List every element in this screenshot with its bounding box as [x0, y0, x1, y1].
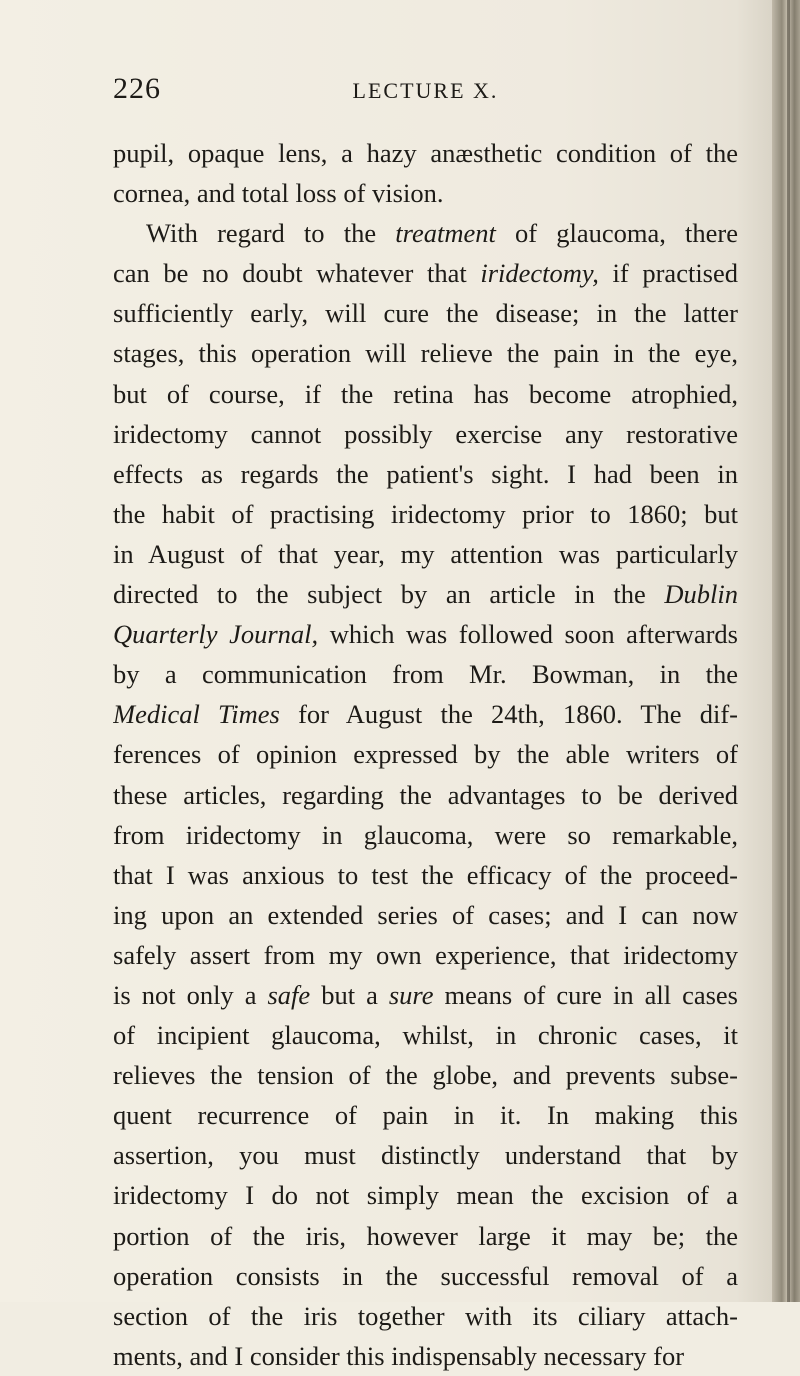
text-segment: iridectomy cannot possibly exercise any restorative	[113, 418, 738, 449]
text-segment: for August the 24th, 1860. The dif-	[279, 699, 738, 730]
text-segment: stages, this operation will relieve the pain in the eye,	[113, 338, 738, 369]
italic-text: sure	[388, 979, 434, 1010]
text-segment: from iridectomy in glaucoma, were so remarkable,	[113, 819, 738, 850]
text-segment: can be no doubt whatever that	[113, 258, 481, 289]
text-line	[113, 173, 738, 213]
text-line	[113, 1336, 738, 1376]
running-head: LECTURE X.	[352, 78, 499, 103]
italic-text: safe	[267, 979, 311, 1010]
text-line	[113, 253, 738, 293]
text-line	[113, 414, 738, 454]
text-line	[113, 654, 738, 694]
text-line	[113, 975, 738, 1015]
text-line	[113, 1015, 738, 1055]
text-line	[113, 1256, 738, 1296]
text-line	[113, 734, 738, 774]
text-segment: ments, and I consider this indispensably necessary for	[113, 1340, 685, 1371]
page-header	[113, 72, 738, 108]
text-line	[113, 775, 738, 815]
text-segment: ing upon an extended series of cases; and I can now	[113, 899, 738, 930]
text-segment: relieves the tension of the globe, and prevents subse-	[113, 1060, 738, 1091]
text-line	[113, 534, 738, 574]
text-segment: safely assert from my own experience, that iridectomy	[113, 939, 738, 970]
text-segment: means of cure in all cases	[433, 979, 738, 1010]
page-edge-shadow	[772, 0, 800, 1302]
text-segment: of glaucoma, there	[495, 218, 738, 249]
text-segment: is not only a	[113, 979, 268, 1010]
text-segment: that I was anxious to test the efficacy of the proceed-	[113, 859, 738, 890]
italic-text: treatment	[395, 218, 496, 249]
text-line	[113, 1175, 738, 1215]
text-segment: ferences of opinion expressed by the able writers of	[113, 739, 738, 770]
italic-text: Medical Times	[113, 699, 280, 730]
text-segment: With regard to the	[146, 218, 396, 249]
italic-text: iridectomy,	[480, 258, 599, 289]
text-segment: but of course, if the retina has become atrophied,	[113, 378, 738, 409]
text-line	[113, 293, 738, 333]
text-line	[113, 213, 738, 253]
page-edge-line	[787, 0, 790, 1302]
text-segment: directed to the subject by an article in the	[113, 579, 665, 610]
text-line	[113, 374, 738, 414]
text-segment: but a	[310, 979, 389, 1010]
text-segment: sufficiently early, will cure the disease; in the latter	[113, 298, 738, 329]
text-line	[113, 454, 738, 494]
text-segment: assertion, you must distinctly understand that by	[113, 1140, 738, 1171]
text-line	[113, 1095, 738, 1135]
text-line	[113, 694, 738, 734]
italic-text: Quarterly Journal,	[113, 619, 319, 650]
text-line	[113, 614, 738, 654]
text-segment: iridectomy I do not simply mean the excision of a	[113, 1180, 738, 1211]
text-line	[113, 333, 738, 373]
text-segment: which was followed soon afterwards	[318, 619, 738, 650]
text-line	[113, 574, 738, 614]
page-number: 226	[113, 72, 161, 105]
text-segment: operation consists in the successful removal of a	[113, 1260, 738, 1291]
text-line	[113, 1055, 738, 1095]
text-segment: the habit of practising iridectomy prior to 1860; but	[113, 498, 738, 529]
text-line	[113, 1135, 738, 1175]
text-line	[113, 133, 738, 173]
text-line	[113, 935, 738, 975]
text-segment: of incipient glaucoma, whilst, in chronic cases, it	[113, 1020, 738, 1051]
italic-text: Dublin	[664, 579, 738, 610]
text-segment: portion of the iris, however large it may be; the	[113, 1220, 738, 1251]
text-segment: these articles, regarding the advantages to be derived	[113, 779, 738, 810]
text-line	[113, 895, 738, 935]
text-line	[113, 815, 738, 855]
text-segment: section of the iris together with its ciliary attach-	[113, 1300, 738, 1331]
text-segment: quent recurrence of pain in it. In making this	[113, 1100, 738, 1131]
text-segment: in August of that year, my attention was particularly	[113, 538, 738, 569]
body-text	[113, 133, 738, 1376]
text-line	[113, 494, 738, 534]
text-segment: effects as regards the patient's sight. I had been in	[113, 458, 738, 489]
text-line	[113, 1216, 738, 1256]
text-line	[113, 855, 738, 895]
text-segment: if practised	[598, 258, 738, 289]
text-segment: pupil, opaque lens, a hazy anæsthetic condition of the	[113, 138, 738, 168]
text-segment: by a communication from Mr. Bowman, in the	[113, 659, 738, 690]
text-segment: cornea, and total loss of vision.	[113, 178, 444, 209]
